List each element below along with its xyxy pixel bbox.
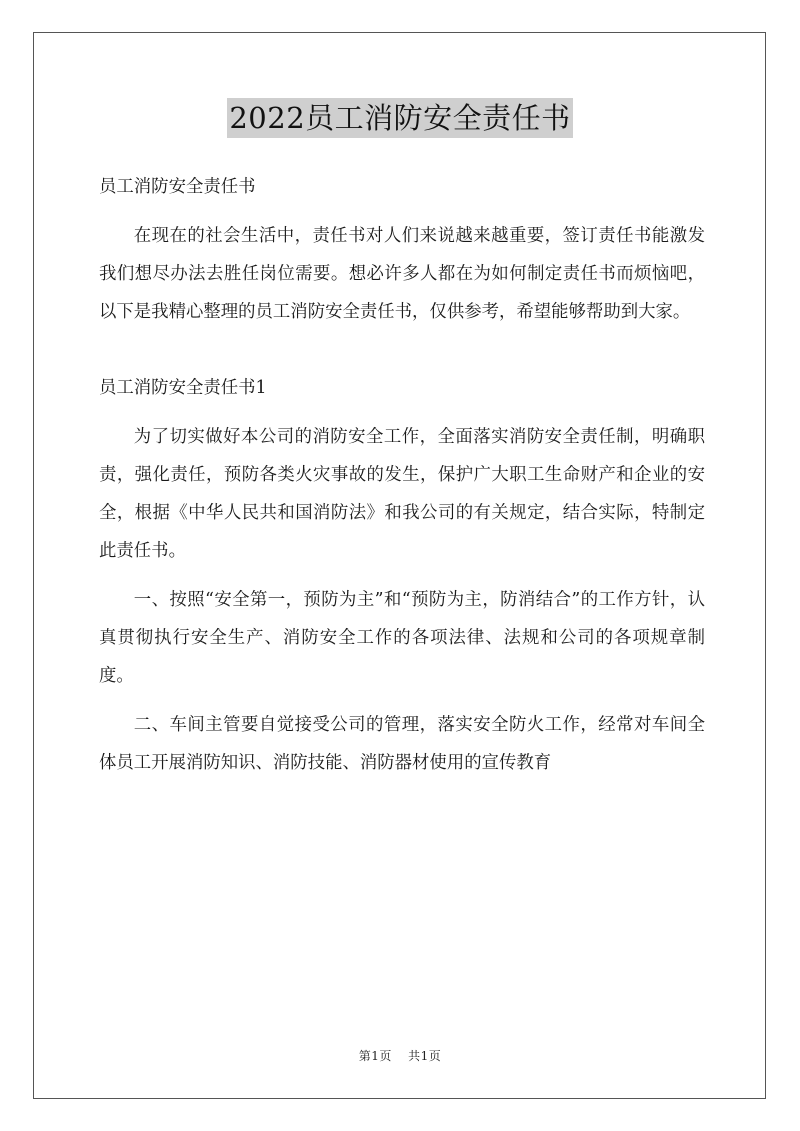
title-container bbox=[0, 98, 800, 138]
section-title: 员工消防安全责任书1 bbox=[99, 378, 267, 398]
page-footer bbox=[0, 1047, 800, 1064]
paragraph: 二、车间主管要自觉接受公司的管理，落实安全防火工作，经常对车间全体员工开展消防知识、消防技能、消防器材使用的宣传教育 bbox=[99, 715, 705, 773]
paragraph: 为了切实做好本公司的消防安全工作，全面落实消防安全责任制，明确职责，强化责任，预防各类火灾事故的发生，保护广大职工生命财产和企业的安全，根据《中华人民共和国消防法》和我公司的有关规定，结合实际，特制定此责任书。 bbox=[99, 427, 705, 561]
intro-paragraph: 在现在的社会生活中，责任书对人们来说越来越重要，签订责任书能激发我们想尽办法去胜任岗位需要。想必许多人都在为如何制定责任书而烦恼吧，以下是我精心整理的员工消防安全责任书，仅供参考，希望能够帮助到大家。 bbox=[99, 226, 705, 322]
paragraph: 一、按照“安全第一，预防为主”和“预防为主，防消结合”的工作方针，认真贯彻执行安全生产、消防安全工作的各项法律、法规和公司的各项规章制度。 bbox=[99, 590, 705, 686]
document-body bbox=[99, 168, 705, 782]
document-title: 2022员工消防安全责任书 bbox=[227, 98, 572, 138]
page-number: 第1页 bbox=[358, 1049, 392, 1063]
page-total: 共1页 bbox=[408, 1049, 442, 1063]
intro-subtitle: 员工消防安全责任书 bbox=[99, 177, 256, 197]
